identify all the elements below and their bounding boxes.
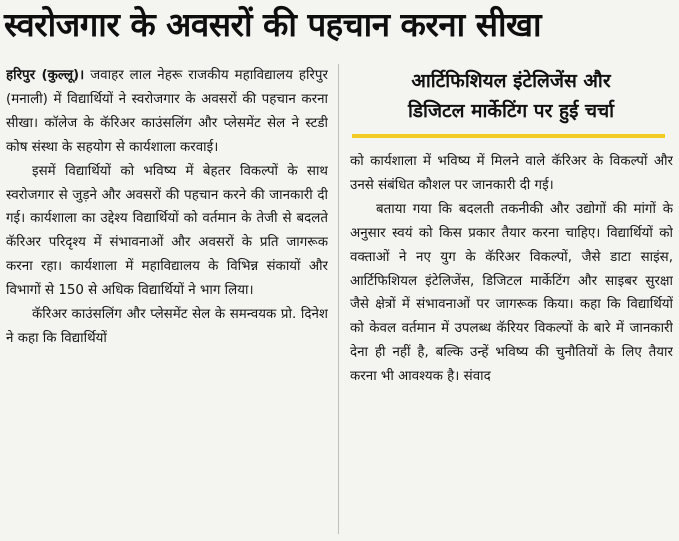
paragraph: कॅरिअर काउंसलिंग और प्लेसमेंट सेल के समन्वयक प्रो. दिनेश ने कहा कि विद्यार्थियों (6, 307, 328, 346)
subheadline-line-1: आर्टिफिशियल इंटेलिजेंस और (411, 70, 611, 92)
paragraph-text: जवाहर लाल नेहरू राजकीय महाविद्यालय हरिपुर (मनाली) में विद्यार्थियों ने स्वरोजगार के अवसरों की पहचान करना सीखा। कॉलेज के कॅरिअर काउंसलिंग और प्लेसमेंट सेल ने स्टडी कोष संस्था के सहयोग से कार्यशाला करवाई। (6, 68, 328, 155)
column-divider (338, 64, 339, 534)
paragraph (6, 64, 328, 160)
subheadline-line-2: डिजिटल मार्केटिंग पर हुई चर्चा (407, 100, 615, 122)
headline: स्वरोजगार के अवसरों की पहचान करना सीखा (4, 5, 542, 44)
paragraph-text: बताया गया कि बदलती तकनीकी और उद्योगों की मांगों के अनुसार स्वयं को किस प्रकार तैयार करना चाहिए। विद्यार्थियों को वक्ताओं ने नए युग के कॅरिअर विकल्पों, जैसे डाटा साइंस, आर्टिफिशियल इंटेलिजेंस, डिजिटल मार्केटिंग और साइबर सुरक्षा जैसे क्षेत्रों में संभावनाओं पर जागरूक किया। कहा कि विद्यार्थियों को केवल वर्तमान में उपलब्ध कॅरियर विकल्पों के बारे में जानकारी देना ही नहीं है, बल्कि उन्हें भविष्य की चुनौतियों के लिए तैयार करना भी आवश्यक है। (350, 201, 673, 385)
paragraph (350, 198, 673, 389)
paragraph: इसमें विद्यार्थियों को भविष्य में बेहतर विकल्पों के साथ स्वरोजगार से जुड़ने और अवसरों की पहचान करने की जानकारी दी गई। कार्यशाला का उद्देश्य विद्यार्थियों को वर्तमान के तेजी से बदलते कॅरिअर परिदृश्य में संभावनाओं और अवसरों के प्रति जागरूक करना रहा। कार्यशाला में महाविद्यालय के विभिन्न संकायों और विभागों से 150 से अधिक विद्यार्थियों ने भाग लिया। (6, 163, 328, 299)
article-left-column (6, 64, 328, 538)
article-right-column (350, 150, 673, 538)
subheadline (352, 66, 670, 126)
subheadline-accent-rule (352, 134, 665, 138)
dateline: हरिपुर (कुल्लू)। (6, 68, 85, 83)
paragraph: को कार्यशाला में भविष्य में मिलने वाले कॅरिअर के विकल्पों और उनसे संबंधित कौशल पर जानकारी दी गई। (350, 154, 673, 193)
byline-credit: संवाद (463, 369, 491, 385)
